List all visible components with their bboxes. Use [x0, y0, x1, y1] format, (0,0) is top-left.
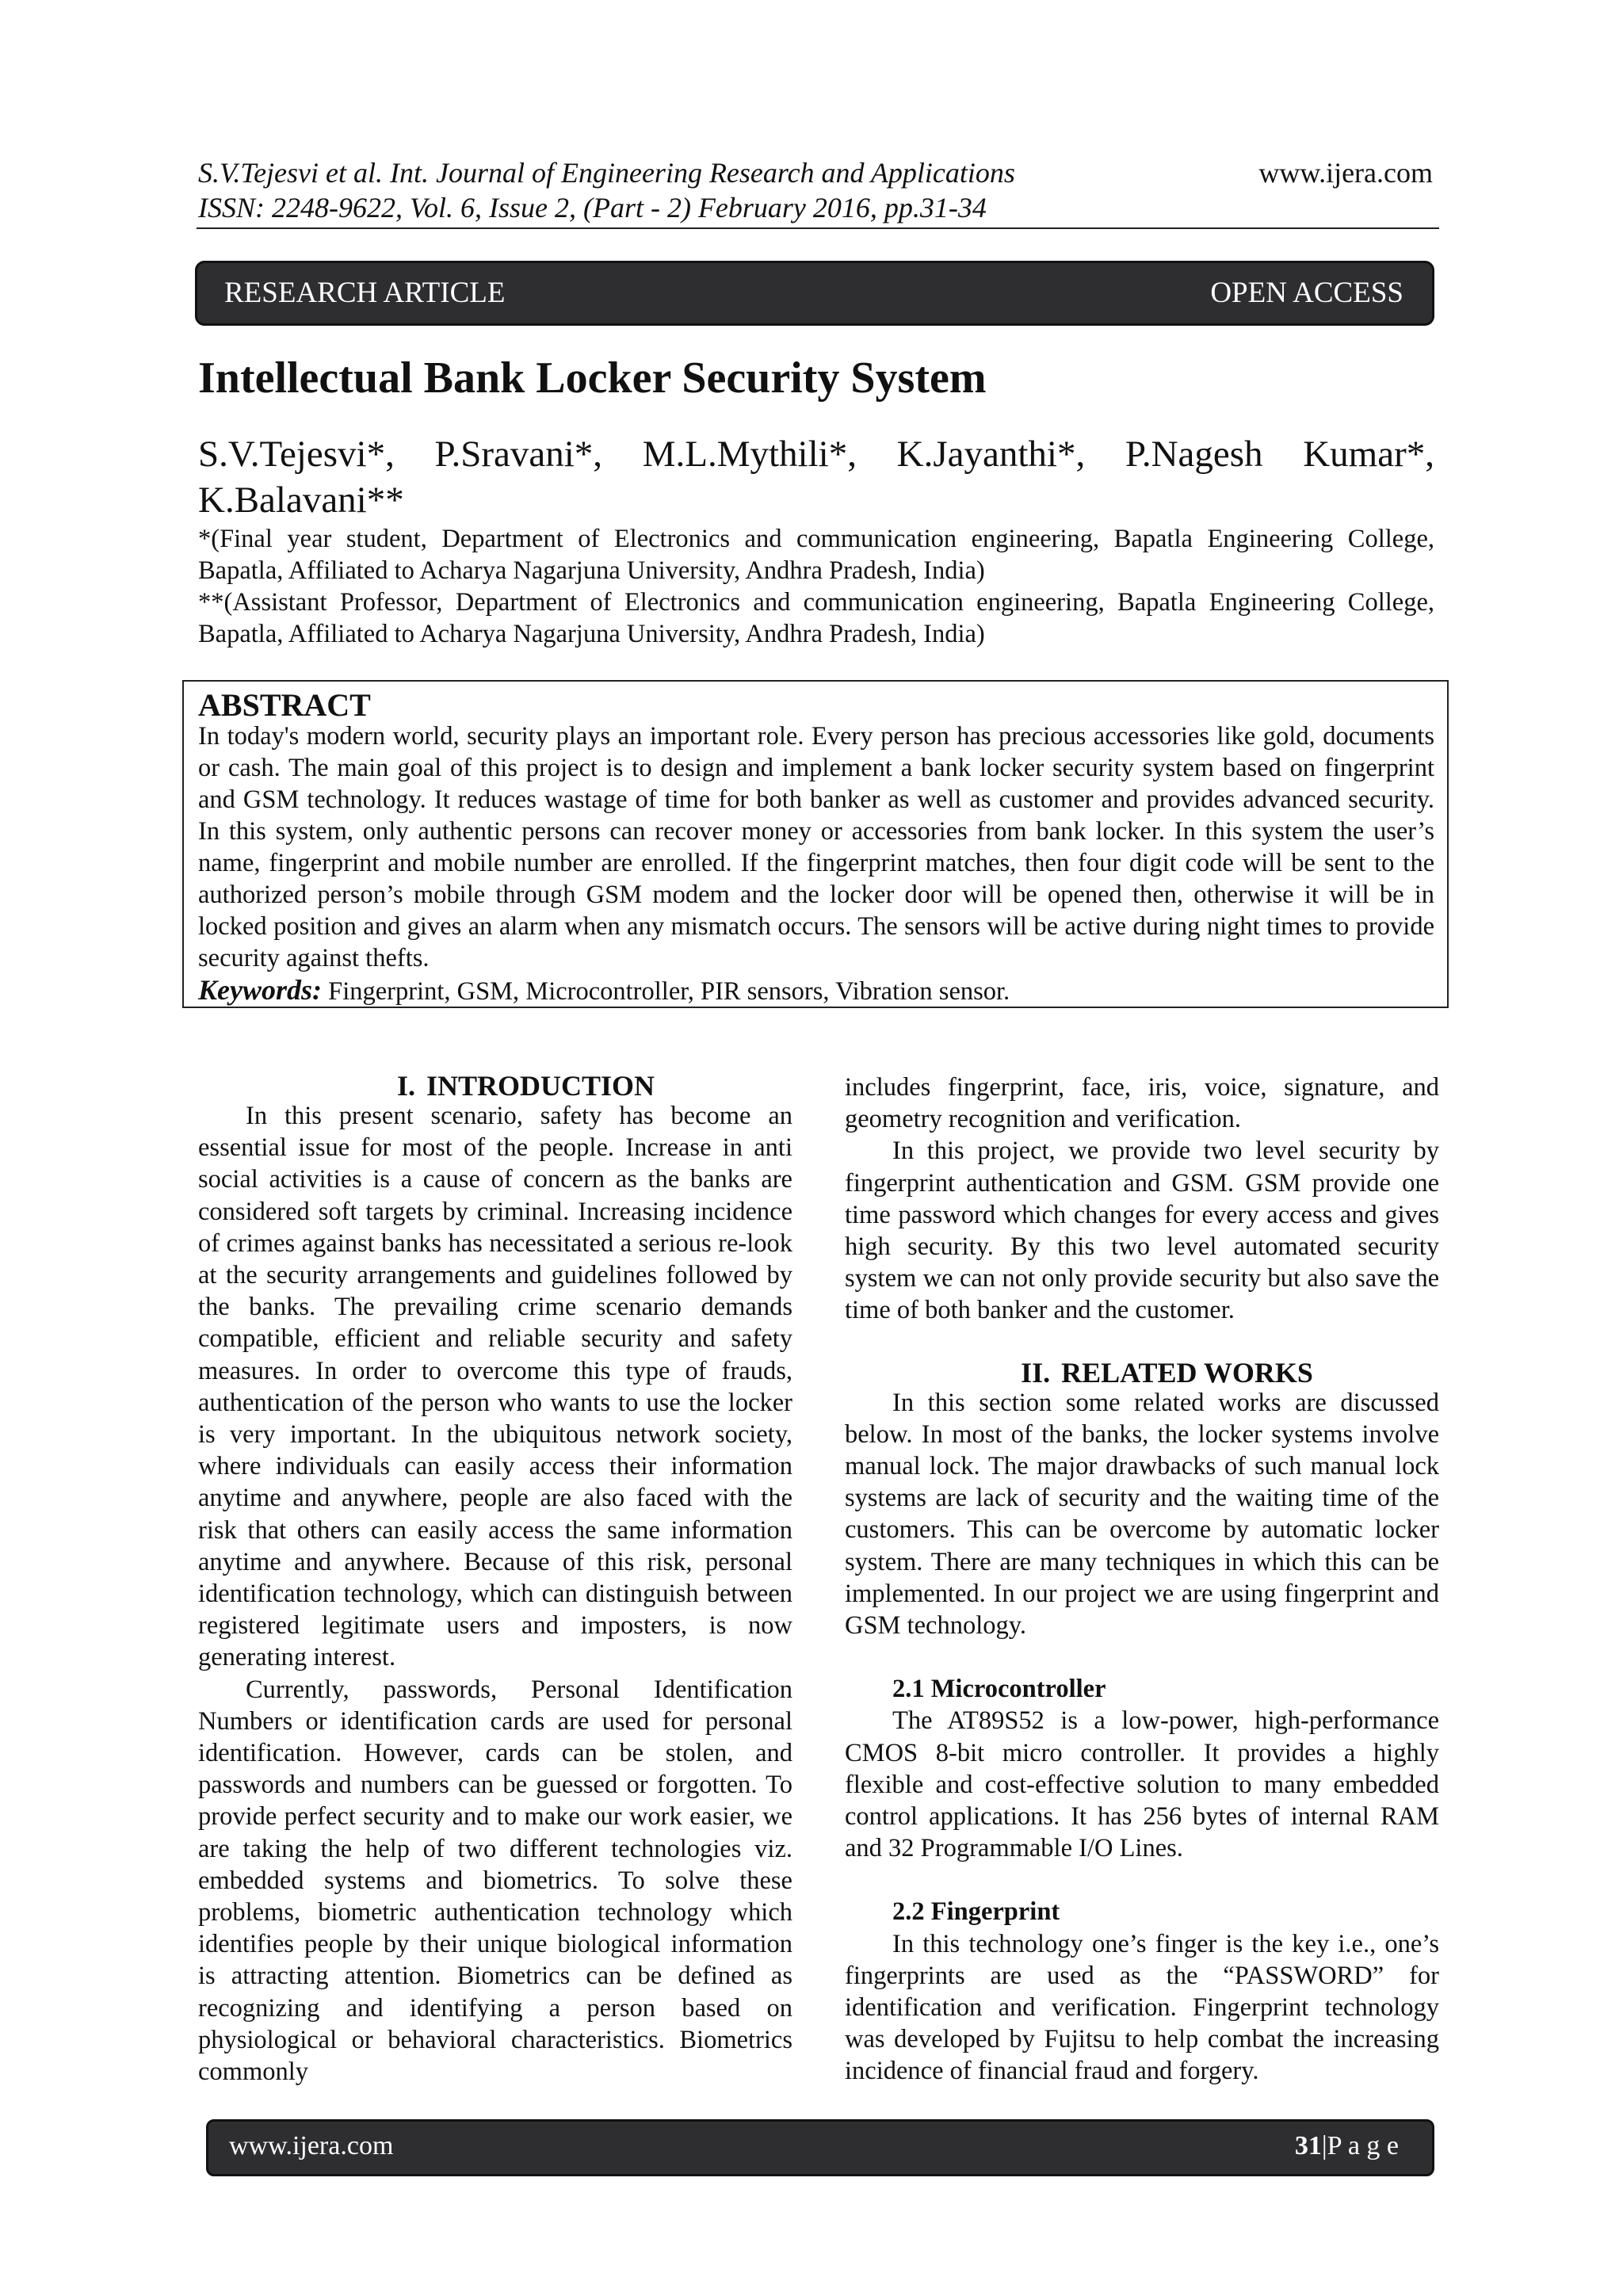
- research-article-label: RESEARCH ARTICLE: [224, 277, 506, 309]
- page-label: |P a g e: [1321, 2131, 1399, 2160]
- article-type-banner: [195, 261, 1434, 326]
- section-2-heading: [845, 1358, 1439, 1387]
- keywords: [198, 974, 1434, 1007]
- intro-paragraph-1: In this present scenario, safety has become an essential issue for most of the people. Increase in anti social activities is a cause of concern as the banks are considered soft targets by criminal. Increasing incidence of crimes against banks has necessitated a serious re-look at the security arrangements and guidelines followed by the banks. The prevailing crime scenario demands compatible, efficient and reliable security and safety measures. In order to overcome this type of frauds, authentication of the person who wants to use the locker is very important. In the ubiquitous network society, where individuals can easily access their information anytime and anywhere, people are also faced with the risk that others can easily access the same information anytime and anywhere. Because of this risk, personal identification technology, which can distinguish between registered legitimate users and imposters, is now generating interest.: [198, 1102, 792, 1672]
- section-1-number: I.: [396, 1070, 415, 1102]
- abstract-text: In today's modern world, security plays an important role. Every person has precious accessories like gold, documents or cash. The main goal of this project is to design and implement a bank locker security system based on fingerprint and GSM technology. It reduces wastage of time for both banker as well as customer and provides advanced security. In this system, only authentic persons can recover money or accessories from bank locker. In this system the user’s name, fingerprint and mobile number are enrolled. If the fingerprint matches, then four digit code will be sent to the authorized person’s mobile through GSM modem and the locker door will be opened then, otherwise it will be in locked position and gives an alarm when any mismatch occurs. The sensors will be active during night times to provide security against thefts.: [198, 722, 1434, 972]
- intro-paragraph-3: In this project, we provide two level security by fingerprint authentication and GSM. GSM provide one time password which changes for every access and gives high security. By this two level automated security system we can not only provide security but also save the time of both banker and the customer.: [845, 1137, 1439, 1325]
- microcontroller-paragraph: The AT89S52 is a low-power, high-performance CMOS 8-bit micro controller. It provides a highly flexible and cost-effective solution to many embedded control applications. It has 256 bytes of internal RAM and 32 Programmable I/O Lines.: [845, 1706, 1439, 1863]
- abstract-heading: ABSTRACT: [198, 687, 371, 723]
- authors-line-1: S.V.Tejesvi*, P.Sravani*, M.L.Mythili*, K.Jayanthi*, P.Nagesh Kumar*,: [198, 434, 1434, 475]
- section-2-title: RELATED WORKS: [1061, 1356, 1313, 1389]
- intro-paragraph-2: Currently, passwords, Personal Identification Numbers or identification cards are used for personal identification. However, cards can be stolen, and passwords and numbers can be guessed or forgotten. To provide perfect security and to make our work easier, we are taking the help of two different technologies viz. embedded systems and biometrics. To solve these problems, biometric authentication technology which identifies people by their unique biological information is attracting attention. Biometrics can be defined as recognizing and identifying a person based on physiological or behavioral characteristics. Biometrics commonly: [198, 1675, 792, 2087]
- keywords-list: Fingerprint, GSM, Microcontroller, PIR sensors, Vibration sensor.: [328, 977, 1010, 1006]
- footer-page: [1295, 2131, 1399, 2161]
- journal-line: S.V.Tejesvi et al. Int. Journal of Engineering Research and Applications: [198, 157, 1015, 189]
- fingerprint-paragraph: In this technology one’s finger is the key i.e., one’s fingerprints are used as the “PASSWORD” for identification and verification. Fingerprint technology was developed by Fujitsu to help combat the increasing incidence of financial fraud and forgery.: [845, 1929, 1439, 2086]
- issn-line: ISSN: 2248-9622, Vol. 6, Issue 2, (Part - 2) February 2016, pp.31-34: [198, 192, 987, 223]
- keywords-label: Keywords:: [198, 974, 322, 1006]
- page-footer: [206, 2119, 1434, 2176]
- page-number: 31: [1294, 2131, 1322, 2160]
- section-1-heading: [198, 1072, 792, 1100]
- open-access-label: OPEN ACCESS: [1210, 277, 1403, 309]
- header-divider: [197, 227, 1439, 229]
- authors-line-2: K.Balavani**: [198, 479, 404, 521]
- affiliation-professor: **(Assistant Professor, Department of Electronics and communication engineering, Bapatla Engineering College, Bapatla, Affiliated to Acharya Nagarjuna University, Andhra Pradesh, India): [198, 588, 1434, 648]
- related-works-paragraph: In this section some related works are discussed below. In most of the banks, the locker systems involve manual lock. The major drawbacks of such manual lock systems are lack of security and the waiting time of the customers. This can be overcome by automatic locker system. There are many techniques in which this can be implemented. In our project we are using fingerprint and GSM technology.: [845, 1388, 1439, 1641]
- section-2-number: II.: [1021, 1356, 1051, 1389]
- intro-paragraph-2-continued: includes fingerprint, face, iris, voice, signature, and geometry recognition and verification.: [845, 1073, 1439, 1134]
- subsection-microcontroller-heading: 2.1 Microcontroller: [892, 1675, 1106, 1704]
- paper-title: Intellectual Bank Locker Security System: [198, 353, 987, 403]
- subsection-fingerprint-heading: 2.2 Fingerprint: [892, 1897, 1060, 1927]
- footer-website[interactable]: www.ijera.com: [229, 2131, 394, 2160]
- header-website[interactable]: www.ijera.com: [1258, 157, 1433, 189]
- section-1-title: INTRODUCTION: [426, 1070, 655, 1102]
- right-column: [845, 1072, 1439, 2088]
- left-column: [198, 1072, 792, 2088]
- affiliation-students: *(Final year student, Department of Electronics and communication engineering, Bapatla Engineering College, Bapatla, Affiliated to Acharya Nagarjuna University, Andhra Pradesh, India): [198, 525, 1434, 585]
- journal-header: [198, 155, 1149, 225]
